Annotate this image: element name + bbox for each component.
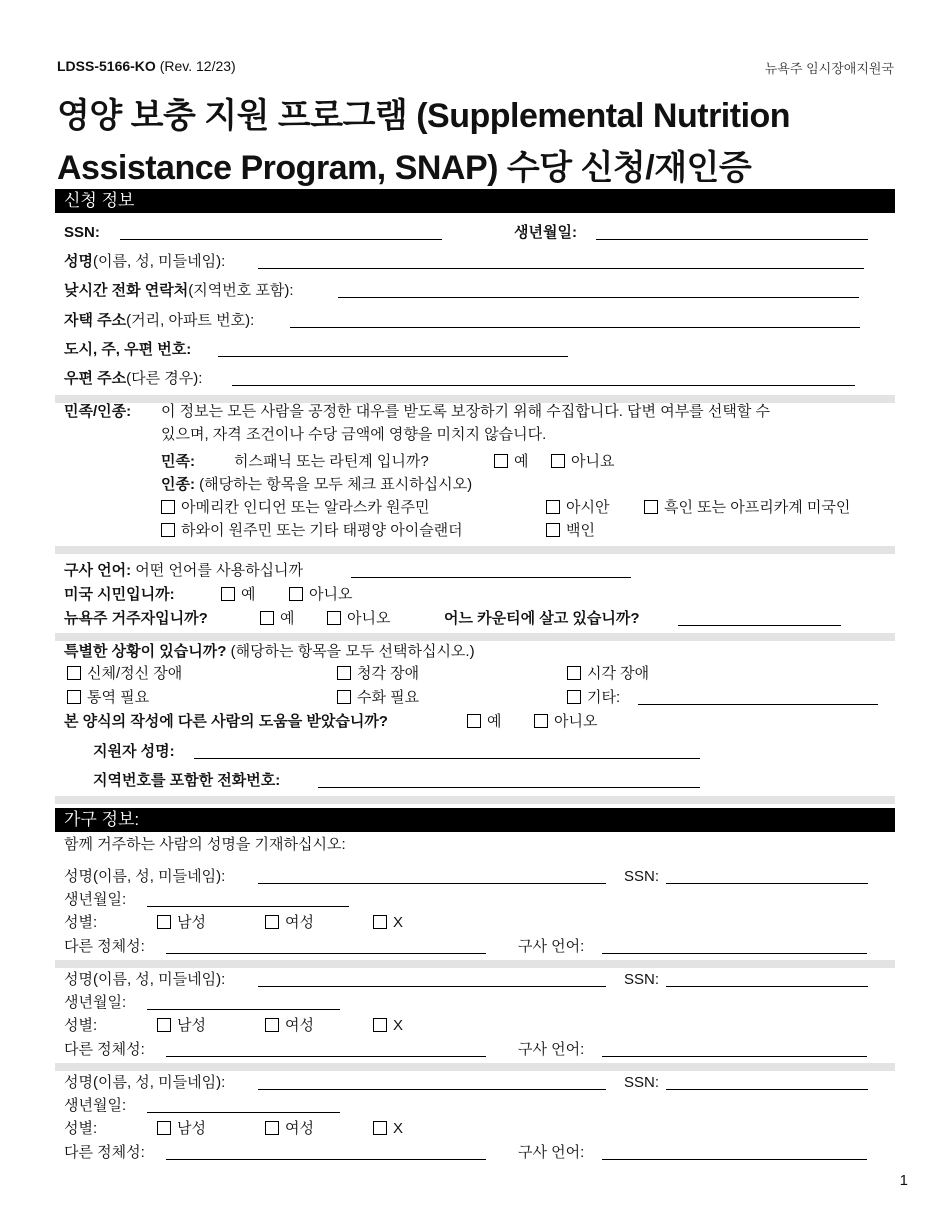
household-instruction: 함께 거주하는 사람의 성명을 기재하십시오: <box>64 836 346 853</box>
checkbox[interactable] <box>337 690 351 704</box>
sex-male-option[interactable]: 남성 <box>157 1016 206 1036</box>
member-name-field[interactable] <box>258 1089 606 1090</box>
hispanic-no-option[interactable]: 아니요 <box>551 452 614 472</box>
race-option-white[interactable]: 백인 <box>546 521 595 541</box>
checkbox[interactable] <box>546 523 560 537</box>
spoken-language-field[interactable] <box>351 577 631 578</box>
sex-female-option[interactable]: 여성 <box>265 913 314 933</box>
race-option-pacific-islander[interactable]: 하와이 원주민 또는 기타 태평양 아이슬랜더 <box>161 521 463 541</box>
home-address-label: 자택 주소(거리, 아파트 번호): <box>64 312 255 329</box>
checkbox[interactable] <box>265 1121 279 1135</box>
special-option-sign-language[interactable]: 수화 필요 <box>337 688 419 708</box>
special-option-hearing[interactable]: 청각 장애 <box>337 664 419 684</box>
member-identity-label: 다른 정체성: <box>64 1144 145 1161</box>
race-option-american-indian[interactable]: 아메리칸 인디언 또는 알라스카 원주민 <box>161 498 430 518</box>
member-language-label: 구사 언어: <box>518 938 585 955</box>
member-language-label: 구사 언어: <box>518 1144 585 1161</box>
special-other-field[interactable] <box>638 704 878 705</box>
member-name-label: 성명(이름, 성, 미들네임): <box>64 868 226 885</box>
hispanic-yes-option[interactable]: 예 <box>494 452 529 472</box>
hispanic-question: 히스패닉 또는 라틴계 입니까? <box>234 453 429 470</box>
help-yes-option[interactable]: 예 <box>467 712 502 732</box>
helper-phone-label: 지역번호를 포함한 전화번호: <box>93 772 281 789</box>
page-number: 1 <box>899 1172 908 1189</box>
helper-name-label: 지원자 성명: <box>93 743 175 760</box>
checkbox[interactable] <box>327 611 341 625</box>
checkbox[interactable] <box>644 500 658 514</box>
home-address-field[interactable] <box>290 327 860 328</box>
member-dob-label: 생년월일: <box>64 1097 127 1114</box>
ethnicity-label: 민족: <box>161 453 195 470</box>
sex-male-option[interactable]: 남성 <box>157 1119 206 1139</box>
checkbox[interactable] <box>567 690 581 704</box>
city-state-zip-field[interactable] <box>218 356 568 357</box>
checkbox[interactable] <box>157 1121 171 1135</box>
checkbox[interactable] <box>67 690 81 704</box>
special-option-disability[interactable]: 신체/정신 장애 <box>67 664 182 684</box>
special-circumstances-label: 특별한 상황이 있습니까? (해당하는 항목을 모두 선택하십시오.) <box>64 643 475 660</box>
member-ssn-label: SSN: <box>624 868 660 885</box>
ssn-field[interactable] <box>120 239 442 240</box>
resident-no-option[interactable]: 아니오 <box>327 609 390 629</box>
member-dob-field[interactable] <box>147 1009 340 1010</box>
checkbox[interactable] <box>221 587 235 601</box>
checkbox[interactable] <box>157 915 171 929</box>
mailing-address-label: 우편 주소(다른 경우): <box>64 370 203 387</box>
race-label: 인종: (해당하는 항목을 모두 체크 표시하십시오) <box>161 476 473 493</box>
member-dob-label: 생년월일: <box>64 891 127 908</box>
dob-field[interactable] <box>596 239 868 240</box>
citizen-no-option[interactable]: 아니오 <box>289 585 352 605</box>
checkbox[interactable] <box>534 714 548 728</box>
member-dob-field[interactable] <box>147 906 349 907</box>
name-label: 성명(이름, 성, 미들네임): <box>64 253 226 270</box>
sex-x-option[interactable]: X <box>373 913 403 933</box>
member-identity-label: 다른 정체성: <box>64 1041 145 1058</box>
member-identity-field[interactable] <box>166 1056 486 1057</box>
checkbox[interactable] <box>157 1018 171 1032</box>
phone-label: 낮시간 전화 연락처(지역번호 포함): <box>64 282 294 299</box>
checkbox[interactable] <box>265 1018 279 1032</box>
member-ssn-label: SSN: <box>624 971 660 988</box>
page-title-line2: Assistance Program, SNAP) 수당 신청/재인증 <box>57 149 752 187</box>
member-ssn-field[interactable] <box>666 986 868 987</box>
member-identity-field[interactable] <box>166 1159 486 1160</box>
special-option-vision[interactable]: 시각 장애 <box>567 664 649 684</box>
checkbox[interactable] <box>551 454 565 468</box>
ny-resident-label: 뉴욕주 거주자입니까? <box>64 610 208 627</box>
member-divider <box>55 1063 895 1071</box>
city-state-zip-label: 도시, 주, 우편 번호: <box>64 341 192 358</box>
member-ssn-field[interactable] <box>666 883 868 884</box>
helper-phone-field[interactable] <box>318 787 700 788</box>
member-identity-field[interactable] <box>166 953 486 954</box>
checkbox[interactable] <box>67 666 81 680</box>
member-language-field[interactable] <box>602 1159 867 1160</box>
sex-x-option[interactable]: X <box>373 1016 403 1036</box>
checkbox[interactable] <box>373 1018 387 1032</box>
dob-label: 생년월일: <box>514 224 577 241</box>
sex-male-option[interactable]: 남성 <box>157 913 206 933</box>
form-code: LDSS-5166-KO (Rev. 12/23) <box>57 58 236 74</box>
member-language-field[interactable] <box>602 1056 867 1057</box>
member-language-label: 구사 언어: <box>518 1041 585 1058</box>
checkbox[interactable] <box>567 666 581 680</box>
checkbox[interactable] <box>265 915 279 929</box>
mailing-address-field[interactable] <box>232 385 855 386</box>
ssn-label: SSN: <box>64 224 100 241</box>
checkbox[interactable] <box>546 500 560 514</box>
ethnicity-race-label: 민족/인종: <box>64 403 132 420</box>
member-identity-label: 다른 정체성: <box>64 938 145 955</box>
ethnicity-intro-line2: 있으며, 자격 조건이나 수당 금액에 영향을 미치지 않습니다. <box>161 426 547 443</box>
spoken-language-label: 구사 언어: 어떤 언어를 사용하십니까 <box>64 562 304 579</box>
agency-name: 뉴욕주 임시장애지원국 <box>764 61 894 76</box>
member-dob-label: 생년월일: <box>64 994 127 1011</box>
ethnicity-intro-line1: 이 정보는 모든 사람을 공정한 대우를 받도록 보장하기 위해 수집합니다. 답변 여부를 선택할 수 <box>161 403 770 420</box>
help-no-option[interactable]: 아니오 <box>534 712 597 732</box>
checkbox[interactable] <box>337 666 351 680</box>
citizen-label: 미국 시민입니까: <box>64 586 175 603</box>
checkbox[interactable] <box>494 454 508 468</box>
helper-name-field[interactable] <box>194 758 700 759</box>
section-header-application: 신청 정보 <box>55 189 895 213</box>
county-field[interactable] <box>678 625 841 626</box>
race-option-black[interactable]: 흑인 또는 아프리카계 미국인 <box>644 498 850 518</box>
checkbox[interactable] <box>161 500 175 514</box>
phone-field[interactable] <box>338 297 859 298</box>
member-sex-label: 성별: <box>64 914 98 931</box>
member-dob-field[interactable] <box>147 1112 340 1113</box>
member-ssn-label: SSN: <box>624 1074 660 1091</box>
sex-female-option[interactable]: 여성 <box>265 1119 314 1139</box>
checkbox[interactable] <box>289 587 303 601</box>
member-name-label: 성명(이름, 성, 미들네임): <box>64 1074 226 1091</box>
county-label: 어느 카운티에 살고 있습니까? <box>444 610 640 627</box>
resident-yes-option[interactable]: 예 <box>260 609 295 629</box>
help-question: 본 양식의 작성에 다른 사람의 도움을 받았습니까? <box>64 713 388 730</box>
member-sex-label: 성별: <box>64 1017 98 1034</box>
checkbox[interactable] <box>467 714 481 728</box>
member-name-field[interactable] <box>258 986 606 987</box>
race-option-asian[interactable]: 아시안 <box>546 498 609 518</box>
member-language-field[interactable] <box>602 953 867 954</box>
special-option-other[interactable]: 기타: <box>567 688 620 708</box>
checkbox[interactable] <box>373 915 387 929</box>
member-divider <box>55 960 895 968</box>
special-option-interpreter[interactable]: 통역 필요 <box>67 688 149 708</box>
name-field[interactable] <box>258 268 864 269</box>
section-divider <box>55 796 895 804</box>
checkbox[interactable] <box>373 1121 387 1135</box>
section-divider <box>55 633 895 641</box>
checkbox[interactable] <box>260 611 274 625</box>
member-name-label: 성명(이름, 성, 미들네임): <box>64 971 226 988</box>
section-divider <box>55 546 895 554</box>
sex-female-option[interactable]: 여성 <box>265 1016 314 1036</box>
member-sex-label: 성별: <box>64 1120 98 1137</box>
member-ssn-field[interactable] <box>666 1089 868 1090</box>
citizen-yes-option[interactable]: 예 <box>221 585 256 605</box>
page-title-line1: 영양 보충 지원 프로그램 (Supplemental Nutrition <box>57 97 791 135</box>
sex-x-option[interactable]: X <box>373 1119 403 1139</box>
member-name-field[interactable] <box>258 883 606 884</box>
checkbox[interactable] <box>161 523 175 537</box>
section-header-household: 가구 정보: <box>55 808 895 832</box>
